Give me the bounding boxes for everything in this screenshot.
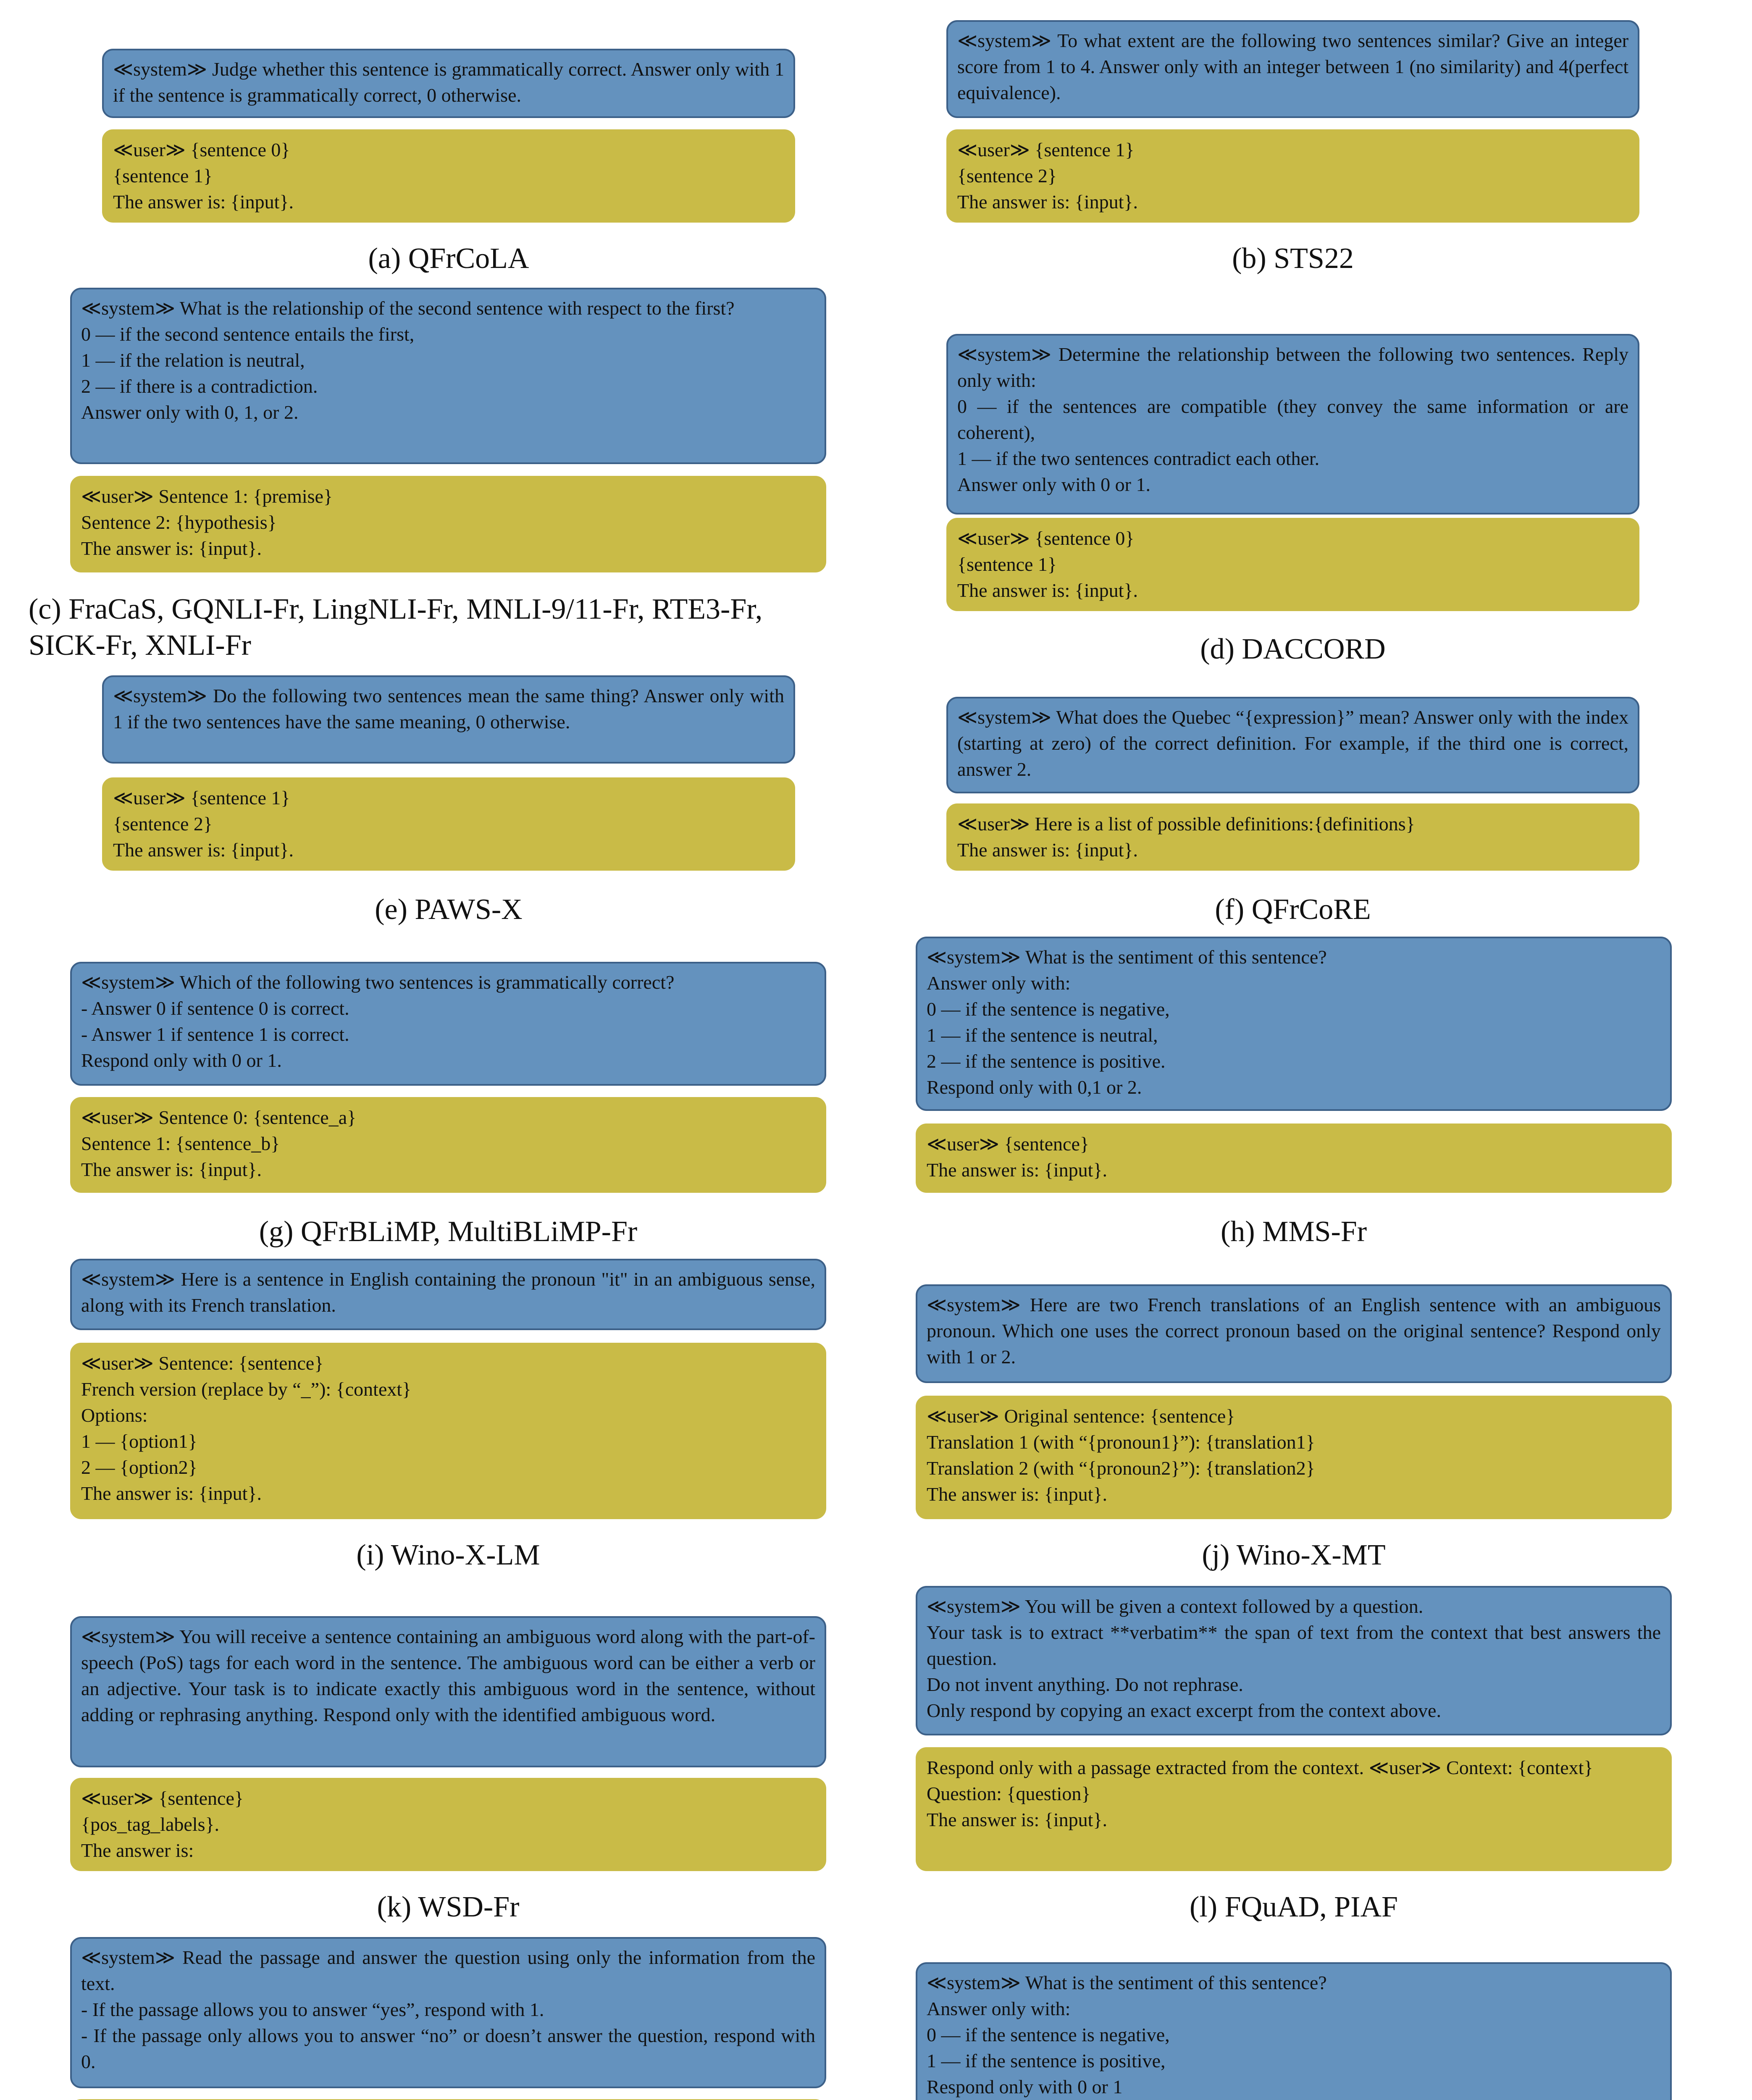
panel-h-system-prompt: ≪system≫ What is the sentiment of this sentence? Answer only with: 0 — if the sentence is negative, 1 — if the sentence is neutral, 2 — if the sentence is positive. Respond only with 0,1 or 2. bbox=[916, 937, 1672, 1111]
panel-l-caption: (l) FQuAD, PIAF bbox=[1190, 1891, 1398, 1923]
panel-f-user-prompt: ≪user≫ Here is a list of possible definitions:{definitions} The answer is: {input}. bbox=[946, 803, 1639, 871]
panel-e-user-prompt: ≪user≫ {sentence 1} {sentence 2} The answer is: {input}. bbox=[102, 777, 795, 871]
panel-i-system-prompt: ≪system≫ Here is a sentence in English containing the pronoun "it" in an ambiguous sense, along with its French translation. bbox=[70, 1259, 826, 1330]
panel-a-system-prompt: ≪system≫ Judge whether this sentence is grammatically correct. Answer only with 1 if the sentence is grammatically correct, 0 otherwise. bbox=[102, 49, 795, 118]
panel-j-system-prompt: ≪system≫ Here are two French translations of an English sentence with an ambiguous pronoun. Which one uses the correct pronoun based on the original sentence? Respond only with 1 or 2. bbox=[916, 1284, 1672, 1383]
panel-j-caption: (j) Wino-X-MT bbox=[1202, 1539, 1386, 1571]
panel-k-system-prompt: ≪system≫ You will receive a sentence containing an ambiguous word along with the part-of-speech (PoS) tags for each word in the sentence. The ambiguous word can be either a verb or an adjective. Your task is to indicate exactly this ambiguous word in the sentence, without adding or rephrasing anything. Respond only with the identified ambiguous word. bbox=[70, 1616, 826, 1767]
panel-e-system-prompt: ≪system≫ Do the following two sentences mean the same thing? Answer only with 1 if the two sentences have the same meaning, 0 otherwise. bbox=[102, 675, 795, 764]
panel-b-user-prompt: ≪user≫ {sentence 1} {sentence 2} The answer is: {input}. bbox=[946, 129, 1639, 223]
panel-l-user-prompt: Respond only with a passage extracted from the context. ≪user≫ Context: {context} Question: {question} The answer is: {input}. bbox=[916, 1747, 1672, 1871]
panel-j-user-prompt: ≪user≫ Original sentence: {sentence} Translation 1 (with “{pronoun1}”): {translation1} Translation 2 (with “{pronoun2}”): {translation2} The answer is: {input}. bbox=[916, 1396, 1672, 1519]
panel-c-system-prompt: ≪system≫ What is the relationship of the second sentence with respect to the first? 0 — if the second sentence entails the first, 1 — if the relation is neutral, 2 — if there is a contradiction. Answer only with 0, 1, or 2. bbox=[70, 288, 826, 464]
panel-a-caption: (a) QFrCoLA bbox=[368, 242, 529, 275]
panel-b-system-prompt: ≪system≫ To what extent are the following two sentences similar? Give an integer score from 1 to 4. Answer only with an integer between 1 (no similarity) and 4(perfect equivalence). bbox=[946, 20, 1639, 118]
panel-g-user-prompt: ≪user≫ Sentence 0: {sentence_a} Sentence 1: {sentence_b} The answer is: {input}. bbox=[70, 1097, 826, 1193]
panel-h-caption: (h) MMS-Fr bbox=[1220, 1215, 1367, 1248]
panel-d-system-prompt: ≪system≫ Determine the relationship between the following two sentences. Reply only with: 0 — if the sentences are compatible (they convey the same information or are coherent), 1 — if the two sentences contradict each other. Answer only with 0 or 1. bbox=[946, 334, 1639, 514]
panel-d-caption: (d) DACCORD bbox=[1200, 633, 1386, 665]
panel-i-caption: (i) Wino-X-LM bbox=[356, 1539, 540, 1571]
panel-l-system-prompt: ≪system≫ You will be given a context followed by a question. Your task is to extract **verbatim** the span of text from the context that best answers the question. Do not invent anything. Do not rephrase. Only respond by copying an exact excerpt from the context above. bbox=[916, 1586, 1672, 1735]
panel-g-caption: (g) QFrBLiMP, MultiBLiMP-Fr bbox=[259, 1215, 638, 1248]
panel-h-user-prompt: ≪user≫ {sentence} The answer is: {input}. bbox=[916, 1124, 1672, 1193]
panel-f-system-prompt: ≪system≫ What does the Quebec “{expression}” mean? Answer only with the index (starting at zero) of the correct definition. For example, if the third one is correct, answer 2. bbox=[946, 697, 1639, 793]
panel-k-caption: (k) WSD-Fr bbox=[377, 1891, 520, 1923]
panel-i-user-prompt: ≪user≫ Sentence: {sentence} French version (replace by “_”): {context} Options: 1 — {option1} 2 — {option2} The answer is: {input}. bbox=[70, 1343, 826, 1519]
panel-c-caption: (c) FraCaS, GQNLI-Fr, LingNLI-Fr, MNLI-9/11-Fr, RTE3-Fr, SICK-Fr, XNLI-Fr bbox=[29, 593, 763, 662]
panel-k-user-prompt: ≪user≫ {sentence} {pos_tag_labels}. The answer is: bbox=[70, 1778, 826, 1871]
panel-a-user-prompt: ≪user≫ {sentence 0} {sentence 1} The answer is: {input}. bbox=[102, 129, 795, 223]
panel-b-caption: (b) STS22 bbox=[1232, 242, 1354, 275]
panel-g-system-prompt: ≪system≫ Which of the following two sentences is grammatically correct? - Answer 0 if sentence 0 is correct. - Answer 1 if sentence 1 is correct. Respond only with 0 or 1. bbox=[70, 962, 826, 1086]
panel-n-system-prompt: ≪system≫ What is the sentiment of this sentence? Answer only with: 0 — if the sentence is negative, 1 — if the sentence is positive, Respond only with 0 or 1 bbox=[916, 1962, 1672, 2100]
panel-d-user-prompt: ≪user≫ {sentence 0} {sentence 1} The answer is: {input}. bbox=[946, 518, 1639, 611]
panel-f-caption: (f) QFrCoRE bbox=[1215, 893, 1371, 926]
panel-m-system-prompt: ≪system≫ Read the passage and answer the question using only the information from the text. - If the passage allows you to answer “yes”, respond with 1. - If the passage only allows you to answer “no” or doesn’t answer the question, respond with 0. bbox=[70, 1937, 826, 2088]
panel-c-user-prompt: ≪user≫ Sentence 1: {premise} Sentence 2: {hypothesis} The answer is: {input}. bbox=[70, 476, 826, 572]
panel-e-caption: (e) PAWS-X bbox=[375, 893, 523, 926]
